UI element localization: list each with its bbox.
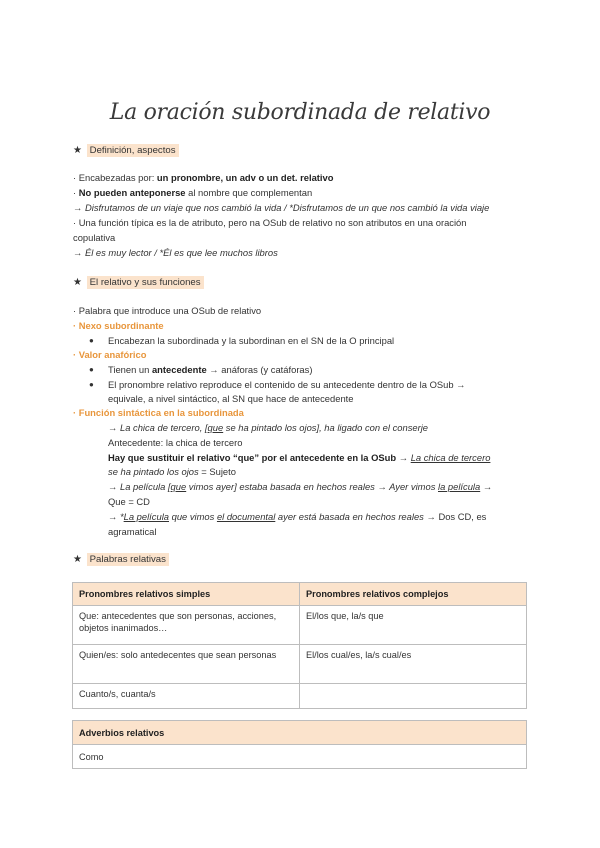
table-header-cell: Pronombres relativos complejos [300, 583, 527, 606]
subheading-nexo: · Nexo subordinante [73, 320, 164, 331]
star-icon: ★ [73, 145, 82, 156]
table-cell: El/los que, la/s que [300, 606, 527, 645]
table-header-cell: Pronombres relativos simples [73, 583, 300, 606]
bullet-icon: ● [89, 365, 94, 374]
bullet-text: Tienen un antecedente → anáforas (y catáforas) [108, 364, 313, 375]
example-line: → La chica de tercero, [que se ha pintado los ojos], ha ligado con el conserje [108, 422, 429, 433]
text-line: · Encabezadas por: un pronombre, un adv o un det. relativo [73, 172, 334, 183]
table-cell [300, 684, 527, 709]
text-line: · Una función típica es la de atributo, pero na OSub de relativo no son atributos en una oración [73, 217, 467, 228]
table-pronombres [72, 582, 527, 709]
example-line: se ha pintado los ojos = Sujeto [108, 466, 236, 477]
bullet-icon: ● [89, 336, 94, 345]
table-row [73, 645, 527, 684]
section-heading-palabras: ★ Palabras relativas [73, 554, 169, 566]
bullet-text: Encabezan la subordinada y la subordinan en el SN de la O principal [108, 335, 395, 346]
table-row [73, 684, 527, 709]
text-line: · Palabra que introduce una OSub de relativo [73, 305, 262, 316]
bullet-icon: ● [89, 380, 94, 389]
table-cell: El/los cual/es, la/s cual/es [300, 645, 527, 684]
table-row [73, 745, 527, 769]
table-cell: Que: antecedentes que son personas, acciones, objetos inanimados… [73, 606, 300, 645]
bullet-text: equivale, a nivel sintáctico, al SN que hace de antecedente [108, 393, 354, 404]
text-line-italic: → Él es muy lector / *Él es que lee muchos libros [73, 247, 278, 258]
table-cell: Como [73, 745, 527, 769]
table-header-cell: Adverbios relativos [73, 721, 527, 745]
table-header-row [73, 583, 527, 606]
subheading-funcion: · Función sintáctica en la subordinada [73, 407, 244, 418]
example-line: Hay que sustituir el relativo “que” por el antecedente en la OSub → La chica de tercero [108, 452, 491, 463]
page-title: La oración subordinada de relativo [109, 100, 491, 125]
example-line: agramatical [108, 526, 157, 537]
subheading-valor: · Valor anafórico [73, 349, 147, 360]
text-line: copulativa [73, 232, 116, 243]
example-line: Que = CD [108, 496, 150, 507]
section-heading-relativo: ★ El relativo y sus funciones [73, 277, 204, 289]
example-line: Antecedente: la chica de tercero [108, 437, 243, 448]
text-line: · No pueden anteponerse al nombre que complementan [73, 187, 313, 198]
table-header-row [73, 721, 527, 745]
example-line: → *La película que vimos el documental ayer está basada en hechos reales → Dos CD, es [108, 511, 487, 522]
table-cell: Cuanto/s, cuanta/s [73, 684, 300, 709]
star-icon: ★ [73, 277, 82, 288]
text-line-italic: → Disfrutamos de un viaje que nos cambió la vida / *Disfrutamos de un que nos cambió la vida viaje [73, 202, 490, 213]
bullet-text: El pronombre relativo reproduce el contenido de su antecedente dentro de la OSub → [108, 379, 466, 390]
table-row [73, 606, 527, 645]
table-adverbios [72, 720, 527, 769]
star-icon: ★ [73, 554, 82, 565]
section-heading-definicion: ★ Definición, aspectos [73, 145, 179, 157]
example-line: → La película [que vimos ayer] estaba basada en hechos reales → Ayer vimos la película → [108, 481, 493, 492]
table-cell: Quien/es: solo antedecentes que sean personas [73, 645, 300, 684]
